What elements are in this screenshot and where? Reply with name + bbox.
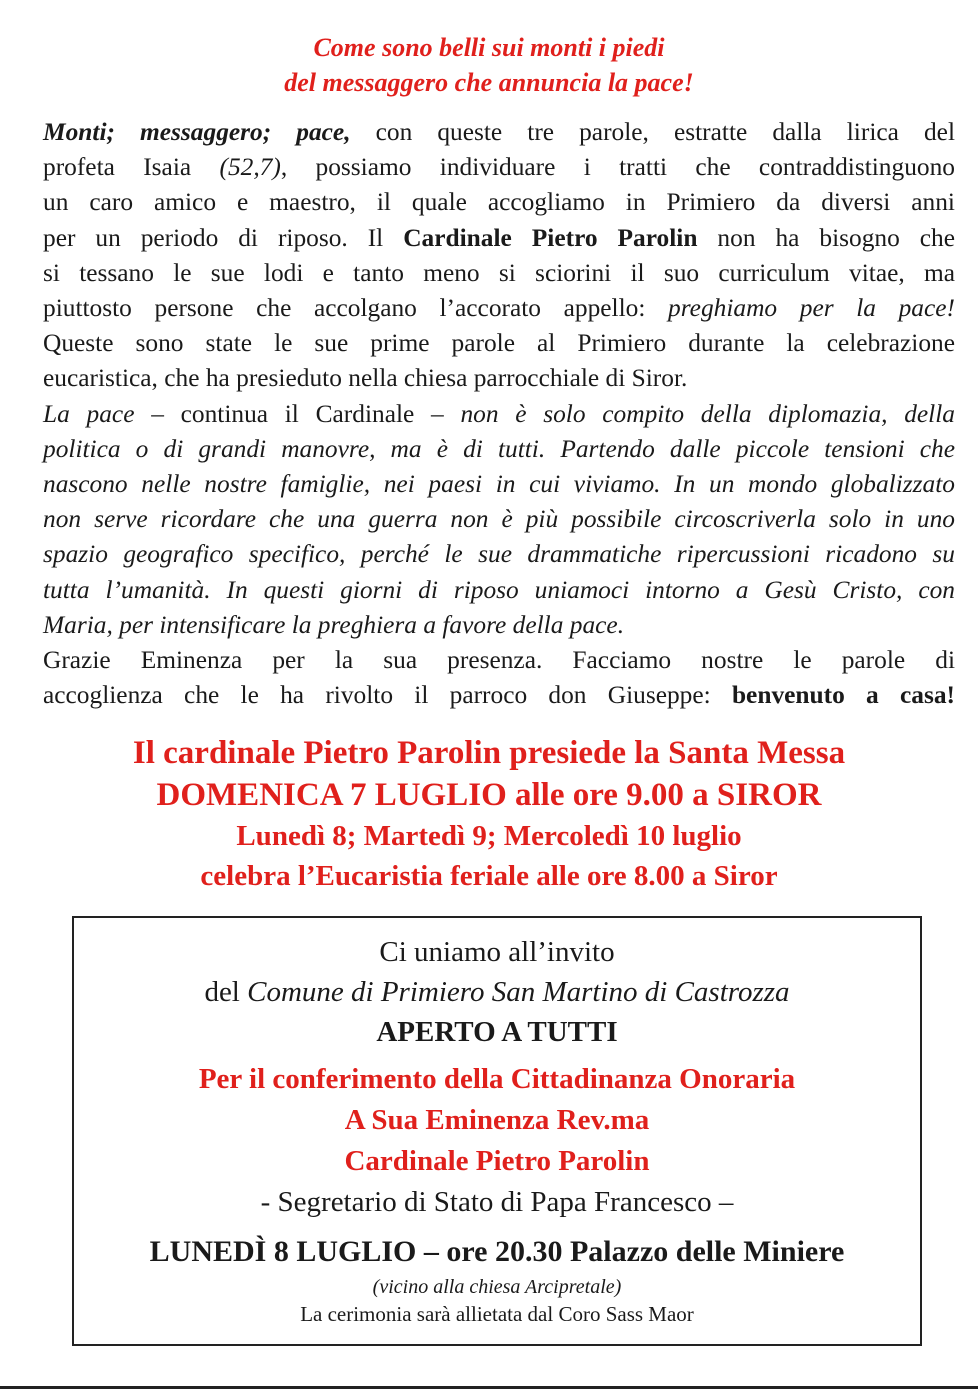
body-text-span: con queste tre parole, estratte dalla lirica del [350, 118, 955, 146]
body-line: Queste sono state le sue prime parole al Primiero durante la celebrazione [43, 329, 955, 358]
body-reference: (52,7) [219, 153, 281, 182]
invite-line: Ci uniamo all’invito [379, 936, 615, 968]
body-text-span: accoglienza che le ha rivolto il parroco don Giuseppe: [43, 681, 732, 710]
body-line: non serve ricordare che una guerra non è più possibile circoscriverla solo in uno [43, 505, 955, 534]
body-line: spazio geografico specifico, perché le sue drammatiche ripercussioni ricadono su [43, 540, 955, 569]
location-note: (vicino alla chiesa Arcipretale) [372, 1276, 622, 1298]
heading-line-2: del messaggero che annuncia la pace! [284, 68, 694, 97]
secretary-line: - Segretario di Stato di Papa Francesco – [260, 1186, 734, 1218]
invitation-box [72, 916, 922, 1346]
body-text-span: non ha bisogno che [697, 223, 955, 252]
cardinal-name-line: Cardinale Pietro Parolin [344, 1145, 650, 1177]
body-line: nascono nelle nostre famiglie, nei paesi in cui viviamo. In un mondo globalizzato [43, 470, 955, 499]
comune-prefix: del [204, 976, 248, 1008]
event-date-line: LUNEDÌ 8 LUGLIO – ore 20.30 Palazzo delle Miniere [149, 1235, 845, 1268]
body-line: si tessano le sue lodi e tanto meno si sciorini il suo curriculum vitae, ma [43, 258, 955, 287]
announce-line-4: celebra l’Eucaristia feriale alle ore 8.00 a Siror [200, 860, 778, 892]
body-text-span: per un periodo di riposo. Il [43, 223, 404, 252]
mass-announcement [0, 732, 978, 896]
page-bottom-border [0, 1386, 978, 1400]
announce-line-2: DOMENICA 7 LUGLIO alle ore 9.00 a SIROR [156, 777, 822, 813]
body-welcome: benvenuto a casa! [731, 681, 955, 710]
body-line: un caro amico e maestro, il quale accogliamo in Primiero da diversi anni [43, 188, 955, 217]
comune-line [74, 972, 920, 1012]
announce-line-1: Il cardinale Pietro Parolin presiede la Santa Messa [132, 735, 846, 771]
body-keywords: Monti; messaggero; pace, [43, 118, 351, 146]
body-quote-start: La pace [43, 399, 135, 428]
heading [0, 30, 978, 100]
body-line [43, 291, 955, 326]
body-text-span: , possiamo individuare i tratti che contraddistinguono [280, 153, 955, 182]
announce-line-3: Lunedì 8; Martedì 9; Mercoledì 10 luglio [236, 820, 742, 852]
body-line: Grazie Eminenza per la sua presenza. Facciamo nostre le parole di [43, 646, 955, 675]
body-cardinal-name: Cardinale Pietro Parolin [403, 223, 698, 252]
body-text [43, 115, 955, 713]
comune-name: Comune di Primiero San Martino di Castrozza [247, 976, 790, 1008]
heading-line-1: Come sono belli sui monti i piedi [313, 33, 665, 62]
body-line: politica o di grandi manovre, ma è di tutti. Partendo dalle piccole tensioni che [43, 434, 955, 463]
honorary-citizenship-line: Per il conferimento della Cittadinanza Onoraria [198, 1063, 796, 1095]
body-quote: non è solo compito della diplomazia, della [460, 399, 955, 428]
body-line [43, 221, 955, 256]
body-text-span: – continua il Cardinale – [134, 399, 461, 428]
body-line [43, 678, 955, 713]
open-to-all: APERTO A TUTTI [376, 1016, 618, 1048]
choir-line: La cerimonia sarà allietata dal Coro Sass Maor [300, 1302, 694, 1326]
body-text-span: piuttosto persone che accolgano l’accorato appello: [43, 294, 669, 323]
body-text-span: profeta Isaia [43, 153, 220, 182]
body-line [43, 150, 955, 185]
body-line: Maria, per intensificare la preghiera a favore della pace. [43, 610, 625, 639]
body-line: tutta l’umanità. In questi giorni di riposo uniamoci intorno a Gesù Cristo, con [43, 575, 955, 604]
body-appeal: preghiamo per la pace! [668, 294, 955, 323]
body-line: eucaristica, che ha presieduto nella chiesa parrocchiale di Siror. [43, 364, 688, 393]
eminence-line: A Sua Eminenza Rev.ma [344, 1104, 650, 1136]
body-line [43, 115, 955, 150]
body-line [43, 397, 955, 432]
